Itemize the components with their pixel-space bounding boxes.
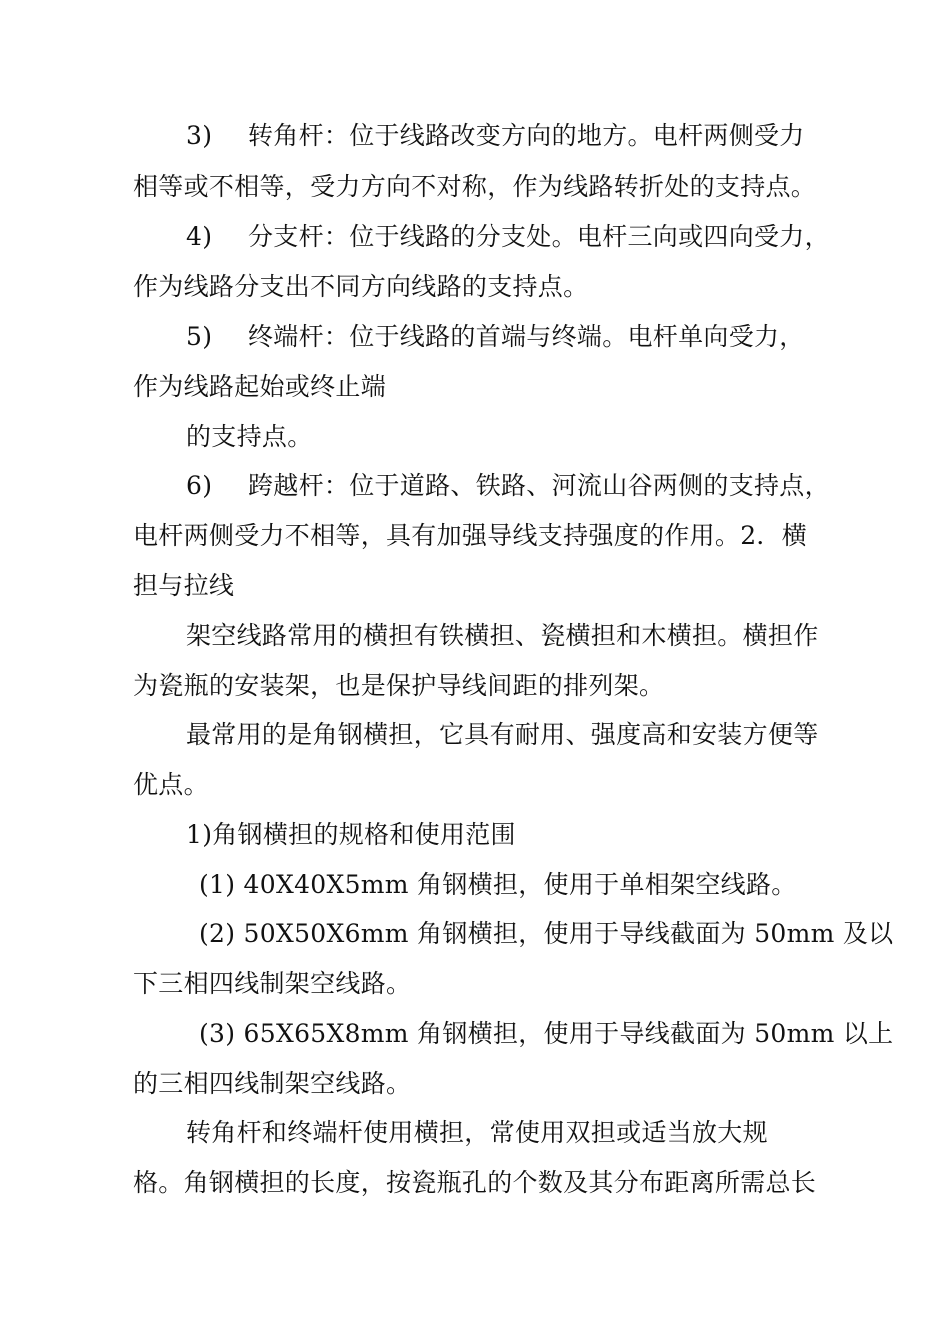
line-text: 格。角钢横担的长度，按瓷瓶孔的个数及其分布距离所需总长 xyxy=(133,1168,817,1197)
line-text: 下三相四线制架空线路。 xyxy=(133,969,412,998)
list-number: 5) xyxy=(186,322,213,351)
line-text: 转角杆：位于线路改变方向的地方。电杆两侧受力 xyxy=(248,121,805,150)
line-text: 跨越杆：位于道路、铁路、河流山谷两侧的支持点， xyxy=(248,471,830,500)
text-line xyxy=(133,969,411,999)
text-line xyxy=(199,870,797,900)
line-text: 1)角钢横担的规格和使用范围 xyxy=(186,820,516,849)
text-line xyxy=(133,770,209,800)
line-text: 架空线路常用的横担有铁横担、瓷横担和木横担。横担作 xyxy=(186,621,819,650)
line-text: 分支杆：位于线路的分支处。电杆三向或四向受力， xyxy=(248,222,830,251)
line-text: 电杆两侧受力不相等，具有加强导线支持强度的作用。2．横 xyxy=(133,521,808,550)
line-text: 为瓷瓶的安装架，也是保护导线间距的排列架。 xyxy=(133,671,665,700)
text-line xyxy=(133,372,386,402)
text-line xyxy=(186,820,516,850)
text-line xyxy=(199,1019,893,1049)
line-text: 作为线路分支出不同方向线路的支持点。 xyxy=(133,272,589,301)
text-line xyxy=(186,222,830,252)
text-line xyxy=(186,1118,768,1148)
line-text: 最常用的是角钢横担，它具有耐用、强度高和安装方便等 xyxy=(186,720,819,749)
line-text: 终端杆：位于线路的首端与终端。电杆单向受力， xyxy=(248,322,805,351)
text-line xyxy=(186,121,805,151)
line-text: (2) 50X50X6mm 角钢横担，使用于导线截面为 50mm 及以 xyxy=(199,919,894,948)
line-text: (3) 65X65X8mm 角钢横担，使用于导线截面为 50mm 以上 xyxy=(199,1019,894,1048)
text-line xyxy=(186,471,830,501)
text-line xyxy=(133,521,807,551)
text-line xyxy=(133,571,234,601)
text-line xyxy=(133,1168,816,1198)
text-line xyxy=(133,272,588,302)
text-line xyxy=(133,671,664,701)
list-number: 6) xyxy=(186,471,213,500)
line-text: 作为线路起始或终止端 xyxy=(133,372,387,401)
line-text: 的三相四线制架空线路。 xyxy=(133,1069,412,1098)
line-text: 的支持点。 xyxy=(186,422,313,451)
line-text: 相等或不相等，受力方向不对称，作为线路转折处的支持点。 xyxy=(133,172,817,201)
line-text: 担与拉线 xyxy=(133,571,235,600)
list-number: 4) xyxy=(186,222,213,251)
list-number: 3) xyxy=(186,121,213,150)
text-line xyxy=(133,1069,411,1099)
text-line xyxy=(133,172,816,202)
text-line xyxy=(186,322,805,352)
line-text: 优点。 xyxy=(133,770,209,799)
text-line xyxy=(186,621,819,651)
text-line xyxy=(186,422,313,452)
text-line xyxy=(199,919,893,949)
line-text: (1) 40X40X5mm 角钢横担，使用于单相架空线路。 xyxy=(199,870,797,899)
text-line xyxy=(186,720,819,750)
line-text: 转角杆和终端杆使用横担，常使用双担或适当放大规 xyxy=(186,1118,768,1147)
